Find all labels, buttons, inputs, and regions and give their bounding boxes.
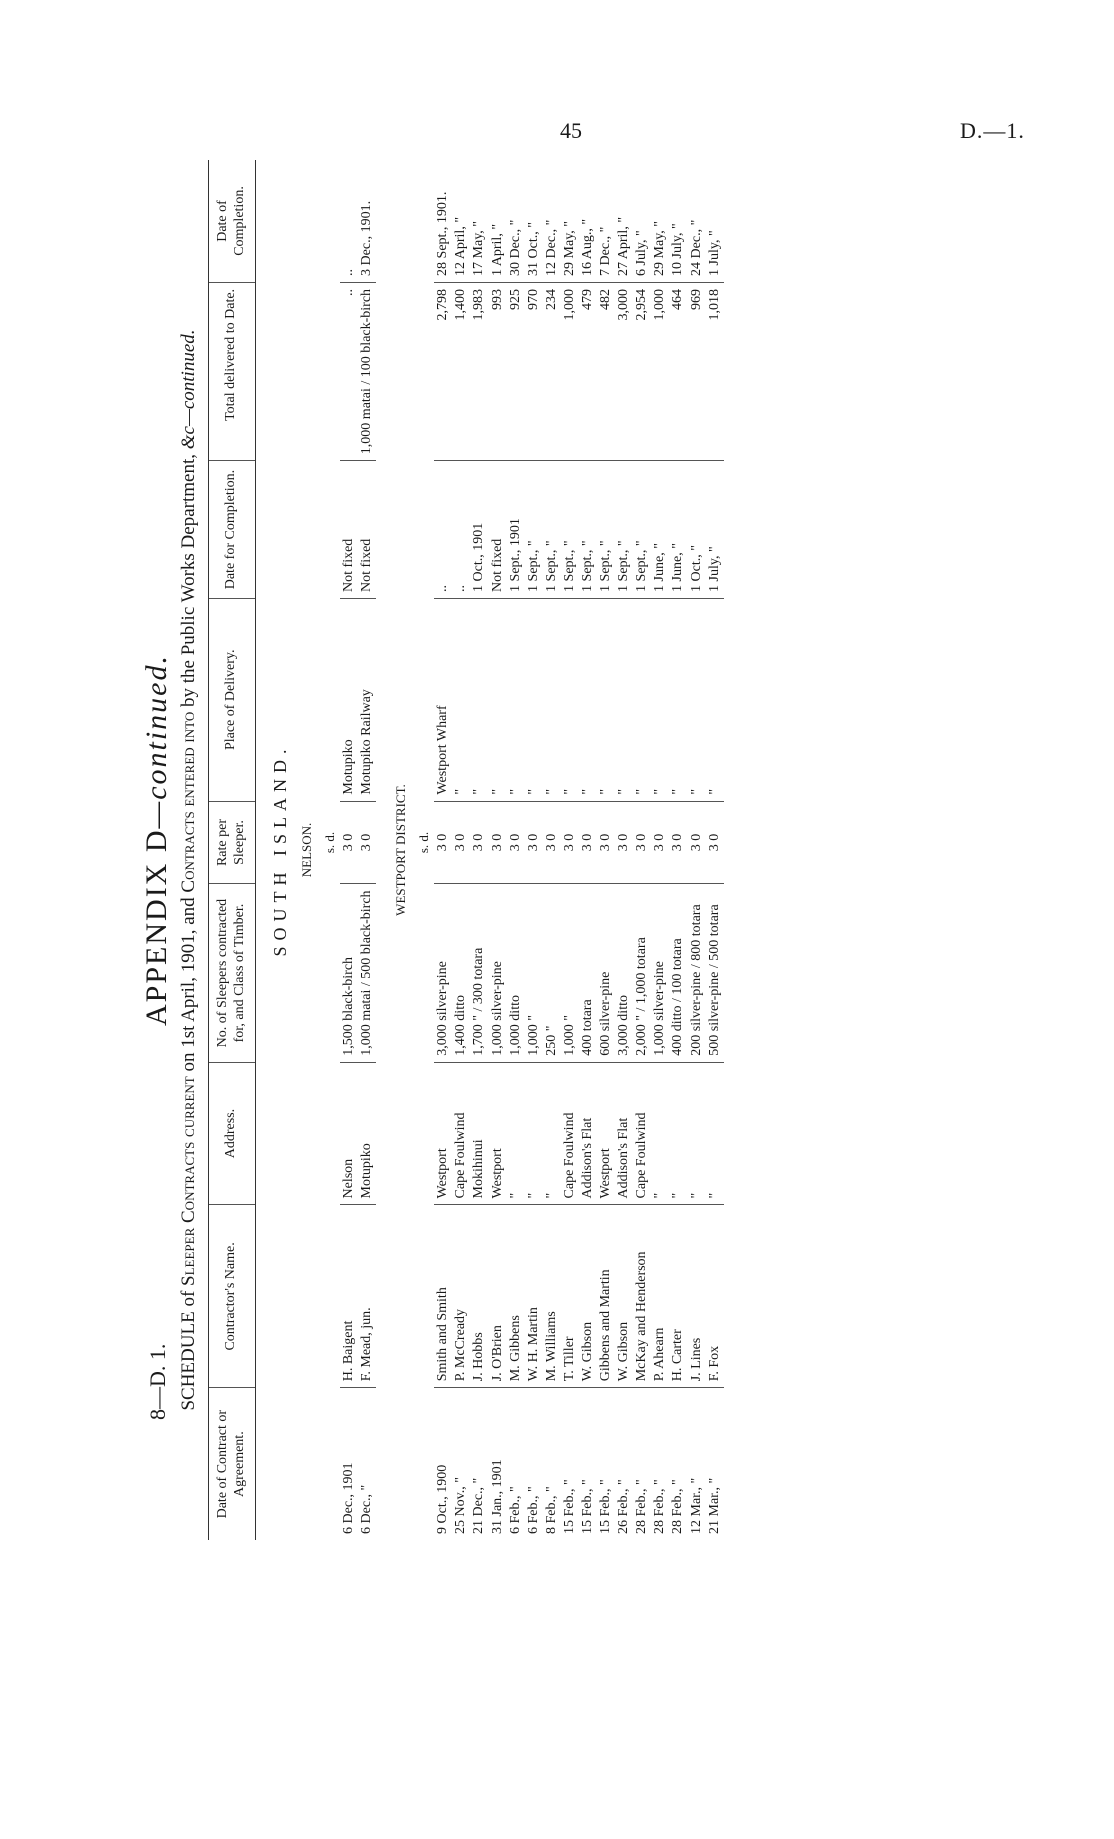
cell-total: 1,018: [706, 282, 724, 460]
header-completion: Date of Completion.: [209, 160, 256, 282]
cell-total: 1,983: [470, 282, 488, 460]
cell-completion: 29 May, ": [651, 160, 669, 282]
cell-date: 6 Dec., 1901: [341, 1462, 357, 1534]
sheet-code: 8—D. 1.: [145, 1343, 170, 1420]
cell-rate: 3 0: [651, 801, 669, 884]
cell-place: ": [507, 598, 525, 801]
cell-address: Mokihinui: [470, 1062, 488, 1205]
cell-date-for: 1 Sept., ": [597, 461, 615, 599]
cell-address: ": [543, 1062, 561, 1205]
westport-rate-unit: s. d.: [416, 831, 432, 854]
cell-date-for: 1 Sept., ": [525, 461, 543, 599]
cell-place: Motupiko: [340, 598, 358, 801]
cell-number: 200 silver-pine / 800 totara: [688, 884, 706, 1062]
nelson-rate-unit: s. d.: [322, 831, 338, 854]
cell-date: 21 Mar., ": [706, 1477, 722, 1534]
cell-address: Addison's Flat: [615, 1062, 633, 1205]
cell-address: ": [706, 1062, 724, 1205]
cell-date-for: 1 Oct., 1901: [470, 461, 488, 599]
cell-date-for: 1 July, ": [706, 461, 724, 599]
cell-place: ": [543, 598, 561, 801]
table-row: [452, 160, 470, 1540]
cell-place: ": [470, 598, 488, 801]
section-gap: [376, 160, 388, 1540]
cell-total: 1,000: [561, 282, 579, 460]
cell-name: H. Carter: [669, 1205, 687, 1388]
cell-name: M. Williams: [543, 1205, 561, 1388]
cell-date: 15 Feb., ": [579, 1479, 595, 1534]
cell-name: J. O'Brien: [489, 1205, 507, 1388]
header-row: [209, 160, 256, 1540]
cell-address: Westport: [597, 1062, 615, 1205]
table-row: [579, 160, 597, 1540]
cell-total: 1,000: [651, 282, 669, 460]
cell-date: 28 Feb., ": [652, 1479, 668, 1534]
cell-number: 1,000 silver-pine: [651, 884, 669, 1062]
header-date-for: Date for Completion.: [209, 461, 256, 599]
cell-place: ": [525, 598, 543, 801]
cell-completion: 29 May, ": [561, 160, 579, 282]
schedule-subtitle: [178, 160, 200, 1580]
table-body: [255, 160, 724, 1540]
subtitle-sc1: Sleeper Contracts current: [178, 1076, 199, 1286]
cell-total: 2,954: [633, 282, 651, 460]
cell-address: ": [651, 1062, 669, 1205]
cell-number: 400 ditto / 100 totara: [669, 884, 687, 1062]
cell-name: F. Mead, jun.: [358, 1205, 376, 1388]
cell-rate: 3 0: [434, 801, 452, 884]
cell-rate: 3 0: [525, 801, 543, 884]
cell-place: ": [561, 598, 579, 801]
table-row: [669, 160, 687, 1540]
nelson-unit-row: [317, 160, 340, 1540]
cell-number: 2,000 " / 1,000 totara: [633, 884, 651, 1062]
cell-number: 1,000 silver-pine: [489, 884, 507, 1062]
cell-name: F. Fox: [706, 1205, 724, 1388]
cell-date-for: ..: [452, 461, 470, 599]
cell-completion: 12 Dec., ": [543, 160, 561, 282]
cell-total: 479: [579, 282, 597, 460]
cell-address: Westport: [489, 1062, 507, 1205]
cell-number: 500 silver-pine / 500 totara: [706, 884, 724, 1062]
table-row: [434, 160, 452, 1540]
cell-place: ": [651, 598, 669, 801]
cell-address: ": [507, 1062, 525, 1205]
cell-date-for: 1 Sept., ": [579, 461, 597, 599]
cell-place: Westport Wharf: [434, 598, 452, 801]
cell-date-for: 1 June, ": [651, 461, 669, 599]
cell-rate: 3 0: [706, 801, 724, 884]
cell-name: Gibbens and Martin: [597, 1205, 615, 1388]
cell-address: ": [669, 1062, 687, 1205]
cell-address: Addison's Flat: [579, 1062, 597, 1205]
cell-place: ": [597, 598, 615, 801]
cell-date-for: 1 Sept., ": [615, 461, 633, 599]
nelson-heading: NELSON.: [299, 822, 315, 878]
cell-place: ": [489, 598, 507, 801]
cell-place: ": [706, 598, 724, 801]
table-row: [633, 160, 651, 1540]
cell-place: ": [579, 598, 597, 801]
cell-date: 28 Feb., ": [634, 1479, 650, 1534]
cell-number: 1,700 " / 300 totara: [470, 884, 488, 1062]
page-number: 45: [560, 118, 582, 143]
cell-number: 1,000 ": [561, 884, 579, 1062]
cell-rate: 3 0: [669, 801, 687, 884]
westport-heading-row: [388, 160, 411, 1540]
cell-place: ": [669, 598, 687, 801]
cell-completion: 31 Oct., ": [525, 160, 543, 282]
cell-number: 3,000 ditto: [615, 884, 633, 1062]
subtitle-sc2: Contracts entered into: [178, 711, 199, 893]
cell-date: 8 Feb., ": [543, 1486, 559, 1534]
cell-rate: 3 0: [633, 801, 651, 884]
cell-place: ": [452, 598, 470, 801]
header-address: Address.: [209, 1062, 256, 1205]
cell-total: 3,000: [615, 282, 633, 460]
cell-name: H. Baigent: [340, 1205, 358, 1388]
cell-place: ": [688, 598, 706, 801]
cell-date: 6 Dec., ": [359, 1484, 375, 1534]
westport-heading: WESTPORT DISTRICT.: [393, 784, 409, 916]
cell-rate: 3 0: [489, 801, 507, 884]
cell-name: J. Lines: [688, 1205, 706, 1388]
cell-date: 12 Mar., ": [688, 1477, 704, 1534]
cell-completion: 10 July, ": [669, 160, 687, 282]
nelson-heading-row: [294, 160, 317, 1540]
cell-total: 1,400: [452, 282, 470, 460]
header-name: Contractor's Name.: [209, 1205, 256, 1388]
cell-date: 9 Oct., 1900: [435, 1464, 451, 1534]
table-row: [340, 160, 358, 1540]
cell-total: 925: [507, 282, 525, 460]
cell-date: 25 Nov., ": [453, 1477, 469, 1534]
table-row: [489, 160, 507, 1540]
cell-date-for: 1 Sept., ": [561, 461, 579, 599]
cell-name: W. H. Martin: [525, 1205, 543, 1388]
cell-rate: 3 0: [561, 801, 579, 884]
cell-date-for: 1 June, ": [669, 461, 687, 599]
header-place: Place of Delivery.: [209, 598, 256, 801]
cell-number: 1,000 ": [525, 884, 543, 1062]
cell-total: 482: [597, 282, 615, 460]
cell-rate: 3 0: [340, 801, 358, 884]
cell-rate: 3 0: [543, 801, 561, 884]
cell-place: ": [615, 598, 633, 801]
table-row: [651, 160, 669, 1540]
subtitle-prefix: SCHEDULE of: [178, 1285, 199, 1411]
title-main: APPENDIX D: [140, 828, 173, 1026]
subtitle-suffix: by the Public Works Department,: [178, 449, 199, 712]
cell-total: 464: [669, 282, 687, 460]
rotated-schedule: [140, 160, 1020, 1580]
table-row: [507, 160, 525, 1540]
cell-total: 970: [525, 282, 543, 460]
header-number: No. of Sleepers contracted for, and Class of Timber.: [209, 884, 256, 1062]
cell-name: W. Gibson: [615, 1205, 633, 1388]
cell-rate: 3 0: [470, 801, 488, 884]
cell-completion: 1 April, ": [489, 160, 507, 282]
cell-date-for: ..: [434, 461, 452, 599]
header-total: Total delivered to Date.: [209, 282, 256, 460]
cell-date-for: 1 Sept., ": [633, 461, 651, 599]
cell-completion: 1 July, ": [706, 160, 724, 282]
cell-name: Smith and Smith: [434, 1205, 452, 1388]
cell-total: 1,000 matai / 100 black-birch: [358, 282, 376, 460]
cell-date-for: 1 Oct., ": [688, 461, 706, 599]
cell-completion: 30 Dec., ": [507, 160, 525, 282]
table-row: [615, 160, 633, 1540]
cell-number: 250 ": [543, 884, 561, 1062]
cell-number: 1,500 black-birch: [340, 884, 358, 1062]
cell-date: 15 Feb., ": [598, 1479, 614, 1534]
cell-total: 993: [489, 282, 507, 460]
contracts-table: [208, 160, 724, 1540]
cell-name: McKay and Henderson: [633, 1205, 651, 1388]
cell-rate: 3 0: [452, 801, 470, 884]
cell-total: ..: [340, 282, 358, 460]
cell-number: 3,000 silver-pine: [434, 884, 452, 1062]
cell-completion: 24 Dec., ": [688, 160, 706, 282]
cell-name: W. Gibson: [579, 1205, 597, 1388]
cell-number: 1,000 matai / 500 black-birch: [358, 884, 376, 1062]
cell-date-for: 1 Sept., 1901: [507, 461, 525, 599]
cell-name: J. Hobbs: [470, 1205, 488, 1388]
cell-rate: 3 0: [615, 801, 633, 884]
table-row: [525, 160, 543, 1540]
subtitle-mid: on 1st April, 1901, and: [178, 892, 199, 1077]
cell-rate: 3 0: [688, 801, 706, 884]
cell-date: 6 Feb., ": [507, 1486, 523, 1534]
cell-address: ": [688, 1062, 706, 1205]
cell-completion: 16 Aug., ": [579, 160, 597, 282]
cell-total: 969: [688, 282, 706, 460]
cell-date: 21 Dec., ": [471, 1477, 487, 1534]
cell-total: 2,798: [434, 282, 452, 460]
cell-completion: 12 April, ": [452, 160, 470, 282]
document-code: D.—1.: [960, 118, 1025, 143]
cell-number: 1,000 ditto: [507, 884, 525, 1062]
cell-completion: 3 Dec., 1901.: [358, 160, 376, 282]
cell-date: 31 Jan., 1901: [489, 1459, 505, 1534]
cell-name: P. McCready: [452, 1205, 470, 1388]
table-row: [470, 160, 488, 1540]
cell-date: 6 Feb., ": [525, 1486, 541, 1534]
island-heading: SOUTH ISLAND.: [269, 743, 290, 957]
header-date: Date of Contract or Agreement.: [209, 1388, 256, 1540]
cell-date-for: 1 Sept., ": [543, 461, 561, 599]
cell-date: 28 Feb., ": [670, 1479, 686, 1534]
appendix-title: [140, 160, 174, 1520]
table-row: [543, 160, 561, 1540]
cell-address: Cape Foulwind: [561, 1062, 579, 1205]
cell-address: Cape Foulwind: [452, 1062, 470, 1205]
cell-completion: 7 Dec., ": [597, 160, 615, 282]
cell-place: ": [633, 598, 651, 801]
cell-rate: 3 0: [507, 801, 525, 884]
cell-completion: 28 Sept., 1901.: [434, 160, 452, 282]
cell-completion: 6 July, ": [633, 160, 651, 282]
title-continued: —continued.: [140, 654, 173, 829]
cell-address: Cape Foulwind: [633, 1062, 651, 1205]
cell-address: ": [525, 1062, 543, 1205]
cell-date: 15 Feb., ": [561, 1479, 577, 1534]
cell-address: Westport: [434, 1062, 452, 1205]
cell-place: Motupiko Railway: [358, 598, 376, 801]
island-heading-row: [255, 160, 294, 1540]
table-row: [561, 160, 579, 1540]
cell-date-for: Not fixed: [489, 461, 507, 599]
cell-date: 26 Feb., ": [616, 1479, 632, 1534]
cell-date-for: Not fixed: [340, 461, 358, 599]
cell-rate: 3 0: [358, 801, 376, 884]
cell-number: 1,400 ditto: [452, 884, 470, 1062]
cell-date-for: Not fixed: [358, 461, 376, 599]
cell-address: Nelson: [340, 1062, 358, 1205]
cell-rate: 3 0: [597, 801, 615, 884]
cell-rate: 3 0: [579, 801, 597, 884]
table-row: [706, 160, 724, 1540]
cell-name: M. Gibbens: [507, 1205, 525, 1388]
table-row: [358, 160, 376, 1540]
cell-name: P. Ahearn: [651, 1205, 669, 1388]
table-row: [597, 160, 615, 1540]
cell-completion: ..: [340, 160, 358, 282]
cell-completion: 17 May, ": [470, 160, 488, 282]
header-rate: Rate per Sleeper.: [209, 801, 256, 884]
westport-unit-row: [411, 160, 434, 1540]
cell-name: T. Tiller: [561, 1205, 579, 1388]
cell-number: 600 silver-pine: [597, 884, 615, 1062]
table-row: [688, 160, 706, 1540]
cell-total: 234: [543, 282, 561, 460]
subtitle-continued: &c—continued.: [178, 329, 199, 450]
cell-completion: 27 April, ": [615, 160, 633, 282]
cell-address: Motupiko: [358, 1062, 376, 1205]
cell-number: 400 totara: [579, 884, 597, 1062]
